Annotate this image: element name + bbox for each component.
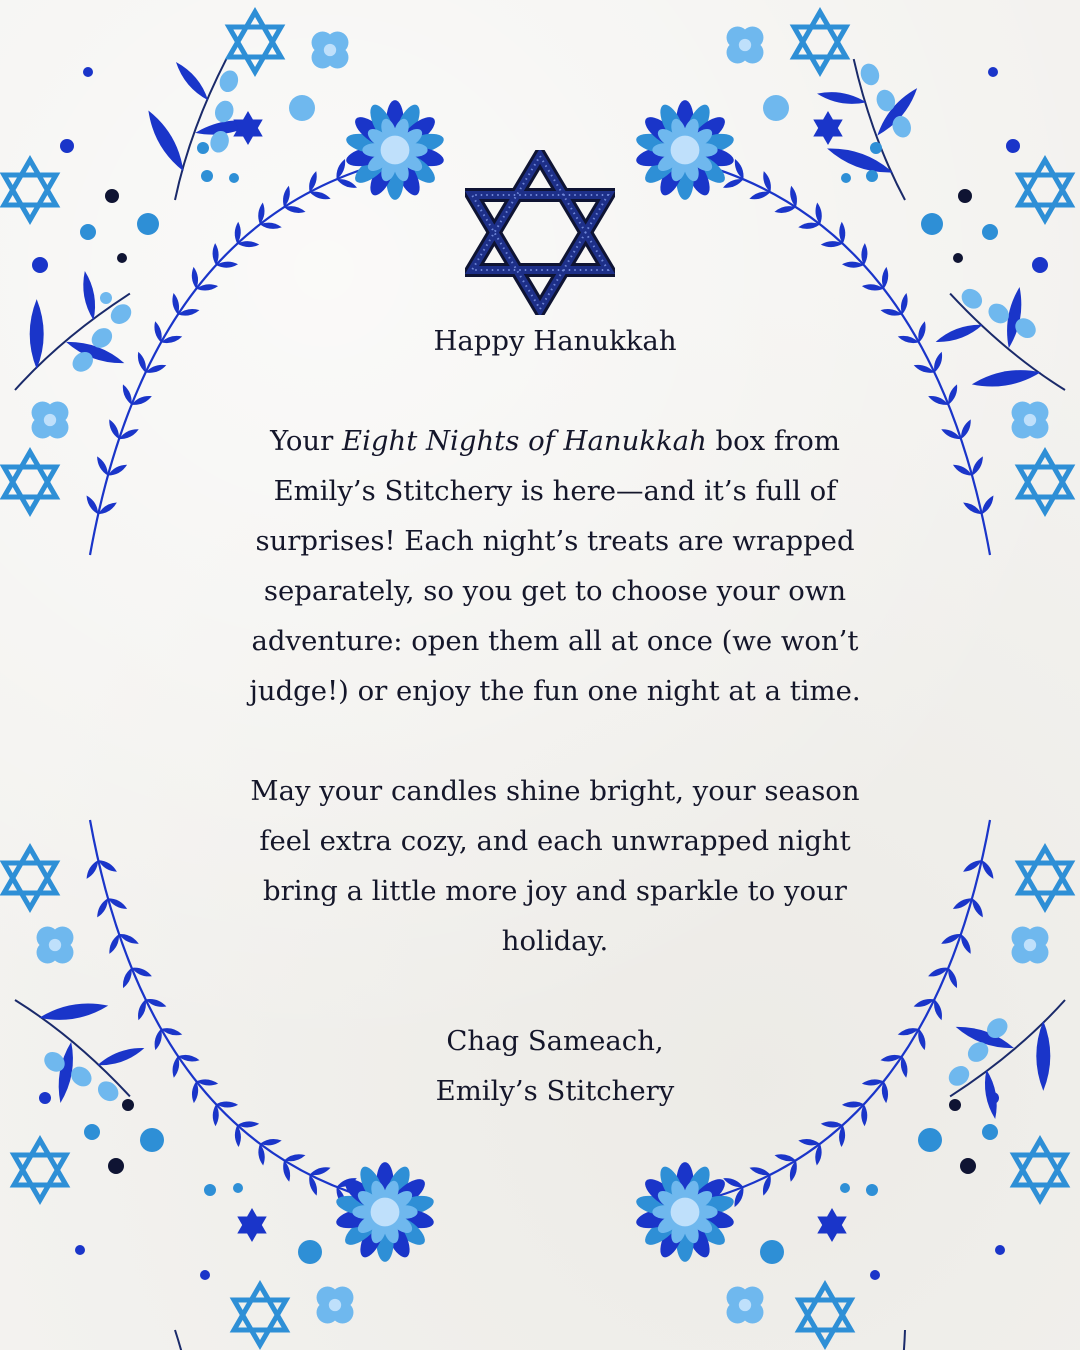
flower-icon	[634, 100, 735, 200]
flower-icon	[1007, 922, 1053, 968]
dot-icon	[289, 95, 315, 121]
dot-icon	[949, 1099, 961, 1111]
dot-icon	[201, 170, 213, 182]
dot-icon	[870, 1270, 880, 1280]
dot-icon	[760, 1240, 784, 1264]
flower-icon	[634, 1162, 735, 1262]
dot-icon	[204, 1184, 216, 1196]
flower-icon	[722, 22, 768, 68]
small-star-icon	[817, 1208, 846, 1242]
dot-icon	[918, 1128, 942, 1152]
star-of-david-icon	[1019, 848, 1071, 908]
dot-icon	[921, 213, 943, 235]
star-of-david-icon	[794, 12, 846, 72]
dot-icon	[39, 1092, 51, 1104]
flower-icon	[344, 100, 445, 200]
star-of-david-icon	[14, 1140, 66, 1200]
star-of-david-icon	[465, 150, 615, 315]
star-of-david-icon	[4, 160, 56, 220]
dot-icon	[298, 1240, 322, 1264]
star-of-david-icon	[1014, 1140, 1066, 1200]
greeting: Happy Hanukkah	[433, 325, 677, 357]
dot-icon	[995, 1245, 1005, 1255]
dot-icon	[866, 1184, 878, 1196]
body-paragraph-2: May your candles shine bright, your season feel extra cozy, and each unwrapped night bring a little more joy and sparkle to your holiday.	[250, 775, 860, 957]
dot-icon	[108, 1158, 124, 1174]
dot-icon	[60, 139, 74, 153]
dot-icon	[80, 224, 96, 240]
flower-icon	[32, 922, 78, 968]
flower-icon	[27, 397, 73, 443]
star-of-david-icon	[234, 1285, 286, 1345]
dot-icon	[75, 1245, 85, 1255]
dot-icon	[1032, 257, 1048, 273]
small-star-icon	[813, 111, 842, 145]
flower-icon	[334, 1162, 435, 1262]
signature: Emily’s Stitchery	[435, 1075, 675, 1107]
box-title: Eight Nights of Hanukkah	[342, 425, 707, 457]
flower-icon	[1007, 397, 1053, 443]
dot-icon	[958, 189, 972, 203]
dot-icon	[83, 67, 93, 77]
dot-icon	[866, 170, 878, 182]
star-of-david-icon	[1019, 452, 1071, 512]
dot-icon	[137, 213, 159, 235]
dot-icon	[197, 142, 209, 154]
dot-icon	[960, 1158, 976, 1174]
body-rest: box from Emily’s Stitchery is here—and it’s full of surprises! Each night’s treats are wrapped separately, so you get to choose your own adventure: open them all at once (we won’t judge!) or enjoy the fun one night at a time.	[249, 425, 861, 707]
dot-icon	[84, 1124, 100, 1140]
dot-icon	[1006, 139, 1020, 153]
dot-icon	[200, 1270, 210, 1280]
dot-icon	[840, 1183, 850, 1193]
flower-icon	[307, 27, 353, 73]
dot-icon	[982, 224, 998, 240]
dot-icon	[229, 173, 239, 183]
star-of-david-icon	[4, 452, 56, 512]
leaf-sprig-icon	[911, 253, 1080, 436]
dot-icon	[988, 67, 998, 77]
small-star-icon	[237, 1208, 266, 1242]
star-of-david-icon	[229, 12, 281, 72]
dot-icon	[117, 253, 127, 263]
dot-icon	[841, 173, 851, 183]
leaf-sprig-icon	[0, 954, 169, 1137]
dot-icon	[870, 142, 882, 154]
star-of-david-icon	[4, 848, 56, 908]
card-message	[225, 316, 885, 1116]
dot-icon	[122, 1099, 134, 1111]
flower-icon	[312, 1282, 358, 1328]
dot-icon	[953, 253, 963, 263]
dot-icon	[763, 95, 789, 121]
star-of-david-icon	[1019, 160, 1071, 220]
dot-icon	[982, 1124, 998, 1140]
dot-icon	[32, 257, 48, 273]
dot-icon	[233, 1183, 243, 1193]
body-paragraph-1	[225, 416, 885, 716]
dot-icon	[140, 1128, 164, 1152]
flower-icon	[722, 1282, 768, 1328]
dot-icon	[966, 292, 978, 304]
closing: Chag Sameach,	[446, 1025, 664, 1057]
star-of-david-icon	[799, 1285, 851, 1345]
dot-icon	[105, 189, 119, 203]
dot-icon	[100, 292, 112, 304]
body-lead: Your	[270, 425, 343, 457]
dot-icon	[987, 1092, 999, 1104]
